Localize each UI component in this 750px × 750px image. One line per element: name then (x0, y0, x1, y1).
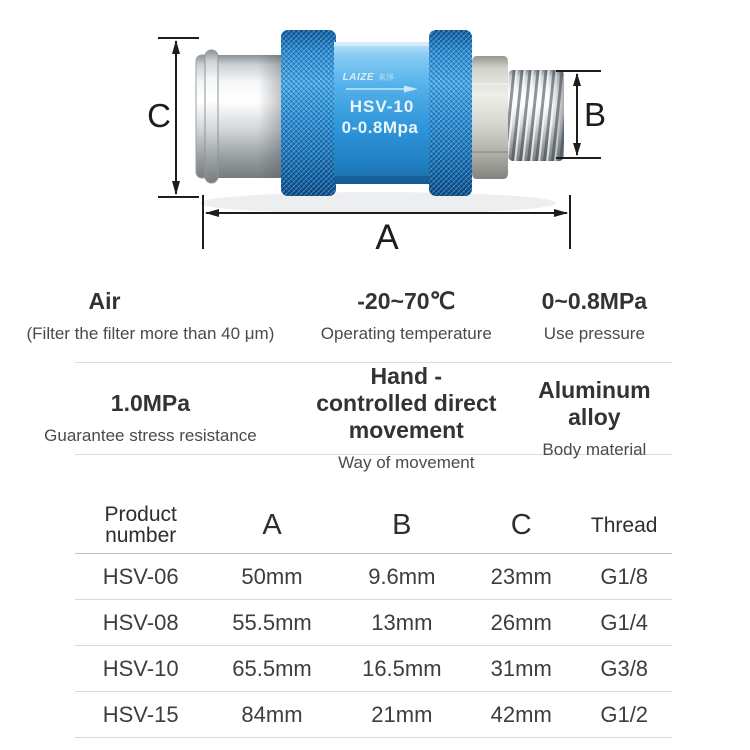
cell-dim-a: 55.5mm (232, 609, 312, 635)
spec-stress-resistance-caption: Guarantee stress resistance (44, 426, 257, 446)
band-highlight (334, 42, 431, 46)
band-lower-shade (334, 176, 431, 184)
table-header-row (75, 497, 672, 554)
brand-label-cn: 来泽 (378, 73, 394, 82)
spec-body-material-caption: Body material (542, 439, 647, 459)
spec-operating-temperature (296, 270, 517, 362)
dim-a-label: A (375, 218, 399, 257)
cell-product-number: HSV-08 (102, 609, 179, 635)
hose-barb-bead (205, 50, 218, 183)
table-row-hsv-15 (75, 692, 672, 738)
dim-c-label: C (147, 97, 171, 134)
cell-dim-b: 16.5mm (362, 655, 442, 681)
table-row-hsv-08 (75, 600, 672, 646)
pressure-label: 0-0.8Mpa (341, 118, 419, 137)
cell-dim-c: 23mm (490, 563, 552, 589)
spec-way-of-movement-value: Hand -controlled direct movement (316, 363, 497, 444)
table-row-hsv-10 (75, 646, 672, 692)
dim-a-arrow-right (554, 209, 568, 217)
knurl-texture-right (429, 30, 472, 196)
size-table (75, 497, 672, 738)
column-header-b: B (392, 508, 412, 541)
spec-operating-temperature-value: -20~70℃ (357, 288, 456, 315)
thread-end-shade (551, 70, 564, 161)
cell-thread: G1/2 (600, 701, 649, 727)
spec-medium-caption: (Filter the filter more than 40 μm) (26, 324, 275, 344)
spec-medium (26, 270, 296, 362)
spec-medium-value: Air (88, 288, 121, 315)
cell-thread: G1/4 (600, 609, 649, 635)
product-shadow (200, 192, 556, 214)
spec-way-of-movement-caption: Way of movement (338, 453, 475, 473)
cell-dim-a: 84mm (241, 701, 303, 727)
product-figure (0, 0, 750, 260)
dim-c-arrow-down (172, 181, 180, 195)
column-header-c: C (510, 508, 532, 541)
brand-label: LAIZE (342, 72, 374, 83)
cell-dim-b: 13mm (371, 609, 433, 635)
spec-use-pressure (517, 270, 672, 362)
dim-c-arrow-up (172, 40, 180, 54)
column-header-thread: Thread (590, 513, 658, 537)
knurl-texture-left (281, 30, 336, 196)
cell-dim-a: 65.5mm (232, 655, 312, 681)
dim-b-arrow-down (573, 143, 581, 156)
valve-illustration (196, 30, 564, 196)
cell-dim-b: 21mm (371, 701, 433, 727)
spec-stress-resistance (44, 363, 296, 473)
spec-row-1 (26, 270, 672, 363)
cell-product-number: HSV-06 (102, 563, 179, 589)
spec-way-of-movement (296, 363, 517, 473)
cell-dim-c: 31mm (490, 655, 552, 681)
column-header-a: A (262, 508, 282, 541)
model-label: HSV-10 (349, 97, 415, 116)
column-header-product-number: Product number (104, 503, 177, 547)
spec-use-pressure-caption: Use pressure (543, 324, 645, 344)
cell-dim-b: 9.6mm (368, 563, 436, 589)
cell-dim-a: 50mm (241, 563, 303, 589)
spec-use-pressure-value: 0~0.8MPa (541, 288, 648, 315)
spec-operating-temperature-caption: Operating temperature (320, 324, 492, 344)
cell-thread: G3/8 (600, 655, 649, 681)
cell-product-number: HSV-10 (102, 655, 179, 681)
spec-summary (26, 270, 672, 473)
spec-row-2 (44, 363, 672, 473)
dim-b-label: B (583, 96, 607, 133)
spec-body-material-value: Aluminum alloy (538, 376, 651, 430)
spec-body-material (517, 363, 672, 473)
dim-b-arrow-up (573, 73, 581, 86)
table-row-hsv-06 (75, 554, 672, 600)
spec-stress-resistance-value: 1.0MPa (110, 390, 191, 417)
cell-product-number: HSV-15 (102, 701, 179, 727)
cell-dim-c: 26mm (490, 609, 552, 635)
cell-thread: G1/8 (600, 563, 649, 589)
cell-dim-c: 42mm (490, 701, 552, 727)
dim-a-arrow-left (205, 209, 219, 217)
hex-nut (472, 56, 508, 179)
